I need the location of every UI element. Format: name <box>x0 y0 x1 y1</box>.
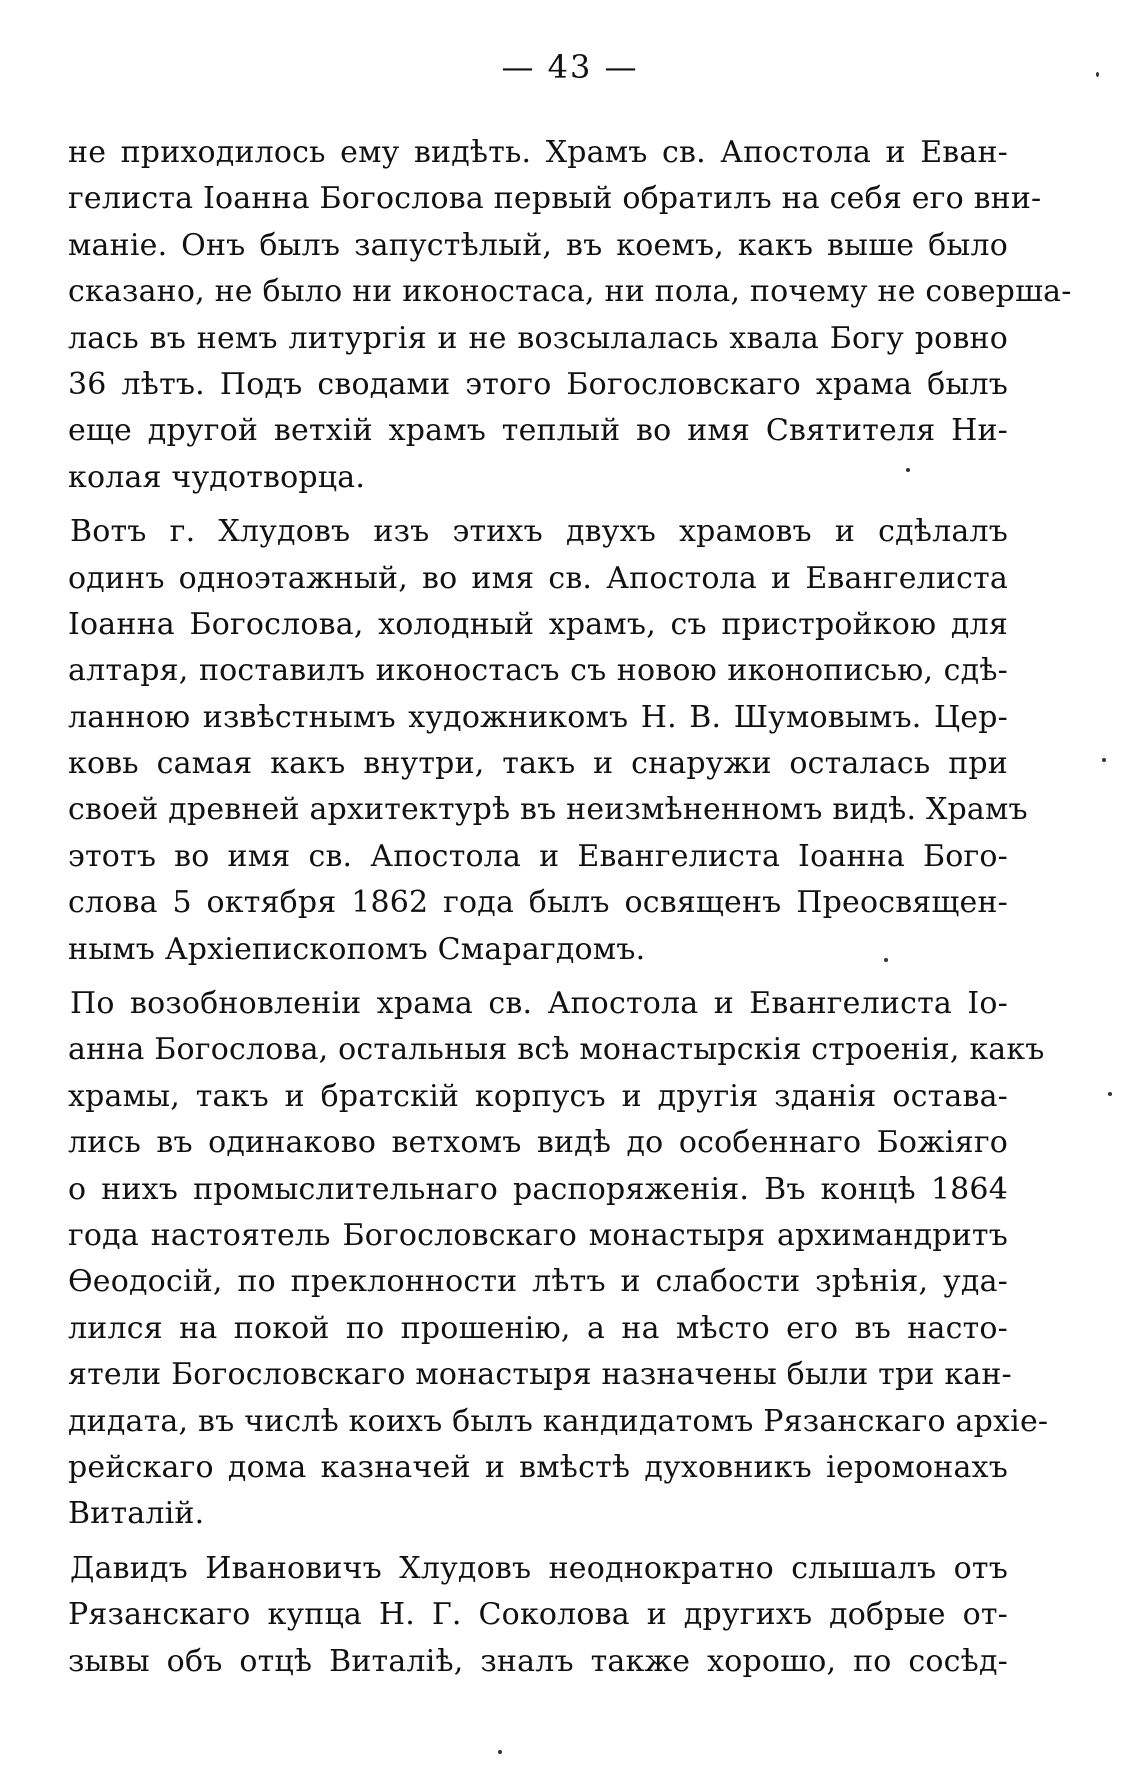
text-line: этотъ во имя св. Апостола и Евангелиста Іоанна Бого- <box>68 838 1008 874</box>
paragraph-1 <box>68 130 1072 501</box>
text-line: одинъ одноэтажный, во имя св. Апостола и Евангелиста <box>68 560 1008 596</box>
text-line: Вотъ г. Хлудовъ изъ этихъ двухъ храмовъ и сдѣлалъ <box>70 514 1008 550</box>
text-line: зывы объ отцѣ Виталіѣ, зналъ также хорошо, по сосѣд- <box>68 1643 1008 1679</box>
text-line: своей древней архитектурѣ въ неизмѣненномъ видѣ. Храмъ <box>68 792 1028 828</box>
text-line: ковь самая какъ внутри, такъ и снаружи осталась при <box>68 746 1008 782</box>
text-line: Ѳеодосій, по преклонности лѣтъ и слабости зрѣнія, уда- <box>68 1264 1008 1300</box>
paragraph-3 <box>68 981 1049 1538</box>
text-line: 36 лѣтъ. Подъ сводами этого Богословскаго храма былъ <box>68 366 1008 402</box>
text-line: еще другой ветхій храмъ теплый во имя Святителя Ни- <box>68 413 1008 449</box>
text-line: лился на покой по прошенію, а на мѣсто его въ насто- <box>68 1310 1008 1346</box>
text-line: года настоятель Богословскаго монастыря архимандритъ <box>68 1217 1008 1253</box>
text-line: дидата, въ числѣ коихъ былъ кандидатомъ Рязанскаго архіе- <box>68 1403 1049 1439</box>
paragraph-2 <box>68 509 1028 973</box>
text-line: лись въ одинаково ветхомъ видѣ до особеннаго Божіяго <box>68 1125 1008 1161</box>
text-line: По возобновленіи храма св. Апостола и Евангелиста Іо- <box>70 986 1008 1022</box>
scan-speck <box>1096 72 1099 77</box>
text-line: нымъ Архіепископомъ Смарагдомъ. <box>68 931 646 967</box>
text-line: гелиста Іоанна Богослова первый обратилъ на себя его вни- <box>68 181 1042 217</box>
text-line: ланною извѣстнымъ художникомъ Н. В. Шумовымъ. Цер- <box>68 699 1008 735</box>
page-number: — 43 — <box>501 48 639 86</box>
body-text <box>68 130 1072 1685</box>
text-line: Рязанскаго купца Н. Г. Соколова и другихъ добрые от- <box>68 1597 1008 1633</box>
text-line: алтаря, поставилъ иконостасъ съ новою иконописью, сдѣ- <box>68 653 1008 689</box>
text-line: анна Богослова, остальныя всѣ монастырскія строенія, какъ <box>68 1032 1045 1068</box>
text-line: не приходилось ему видѣть. Храмъ св. Апостола и Еван- <box>68 135 1008 170</box>
text-line: ятели Богословскаго монастыря назначены были три кан- <box>68 1357 1012 1393</box>
scan-speck <box>498 1750 502 1754</box>
scan-speck <box>906 468 910 472</box>
text-line: Давидъ Ивановичъ Хлудовъ неоднократно слышалъ отъ <box>70 1550 1008 1586</box>
text-line: Іоанна Богослова, холодный храмъ, съ пристройкою для <box>68 606 1008 642</box>
scan-speck <box>1102 758 1106 762</box>
text-line: колая чудотворца. <box>68 459 366 495</box>
text-line: храмы, такъ и братскій корпусъ и другія зданія остава- <box>68 1078 1008 1114</box>
scan-speck <box>1108 1092 1112 1096</box>
text-line: рейскаго дома казначей и вмѣстѣ духовникъ іеромонахъ <box>68 1449 1008 1485</box>
text-line: лась въ немъ литургія и не возсылалась хвала Богу ровно <box>68 320 1008 356</box>
text-line: слова 5 октября 1862 года былъ освященъ Преосвящен- <box>68 885 1008 921</box>
paragraph-4 <box>68 1546 1008 1685</box>
text-line: о нихъ промыслительнаго распоряженія. Въ концѣ 1864 <box>68 1171 1008 1207</box>
scan-speck <box>884 958 888 962</box>
text-line: сказано, не было ни иконостаса, ни пола, почему не соверша- <box>68 274 1072 310</box>
text-line: маніе. Онъ былъ запустѣлый, въ коемъ, какъ выше было <box>68 227 1008 263</box>
text-line: Виталій. <box>68 1496 205 1532</box>
